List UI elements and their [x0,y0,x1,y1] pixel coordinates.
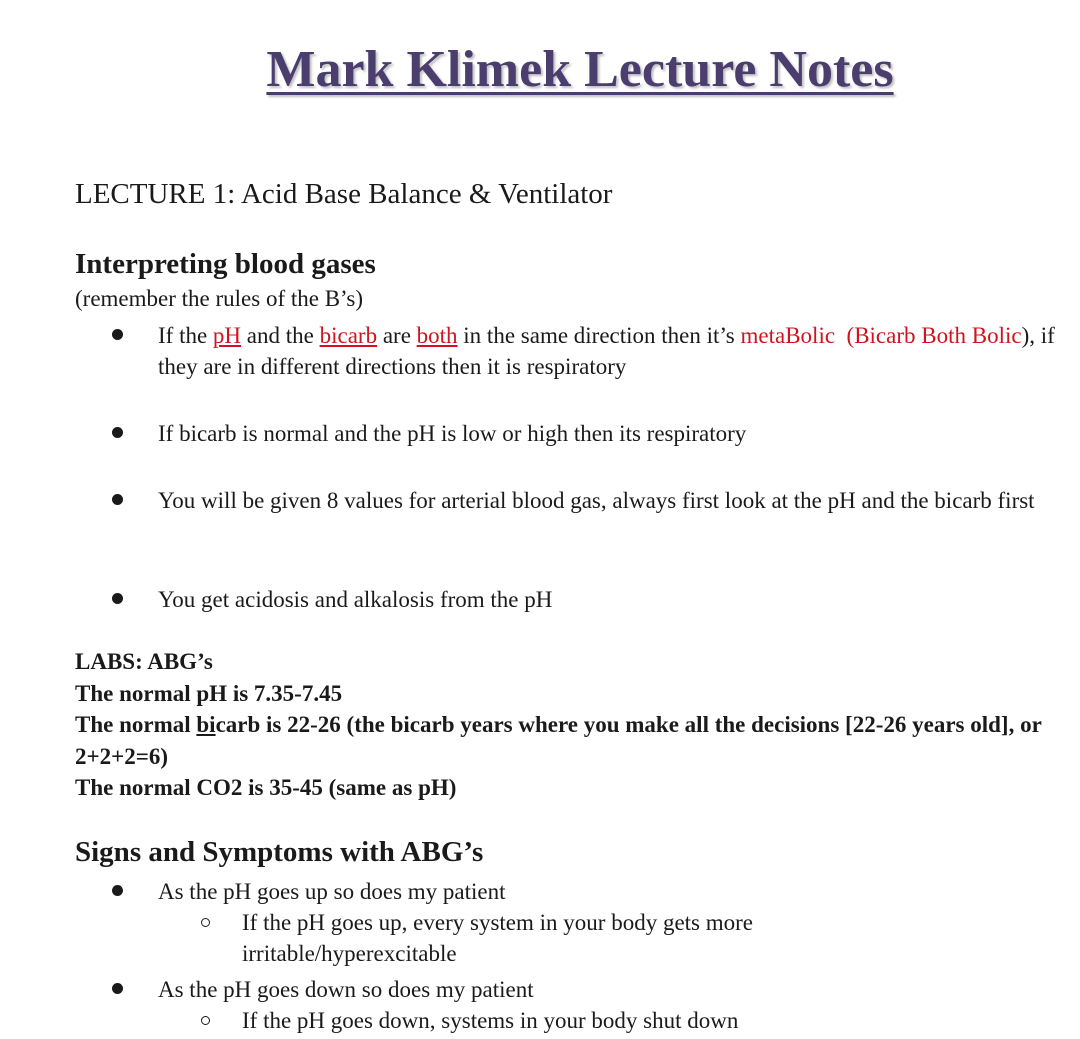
metabolic-highlight: metaBolic [740,323,836,348]
ph-highlight: pH [212,323,242,348]
labs-co2: The normal CO2 is 35-45 (same as pH) [75,775,457,800]
list-item-text: You will be given 8 values for arterial blood gas, always first look at the pH and the bicarb first [158,488,1035,513]
page-title: Mark Klimek Lecture Notes [266,41,894,98]
sub-list-item-text: If the pH goes up, every system in your body gets more irritable/hyperexcitable [242,910,754,966]
list-item-text: You get acidosis and alkalosis from the pH [158,587,553,612]
labs-ph: The normal pH is 7.35-7.45 [75,680,343,706]
bullet-icon [112,593,123,604]
circle-bullet-icon [201,1016,210,1025]
both-highlight: both [416,323,458,348]
list-item-text: If the pH and the bicarb are both in the same direction then it’s metaBolic (Bicarb Both Bolic), if they are in different directions then it is respiratory [158,323,1055,379]
bullet-icon [112,885,123,896]
bullet-icon [112,983,123,994]
bicarb-rule: (Bicarb Both Bolic [846,323,1022,348]
lecture-heading: LECTURE 1: Acid Base Balance & Ventilator [75,178,613,210]
labs-bicarb: The normal bicarb is 22-26 (the bicarb years where you make all the decisions [22-26 years old], or 2+2+2=6) [75,712,1042,769]
rules-note: (remember the rules of the B’s) [75,286,364,311]
circle-bullet-icon [201,918,210,927]
list-item-text: As the pH goes down so does my patient [158,977,534,1002]
labs-block [75,646,1075,804]
bullet-icon [112,329,123,340]
list-item-text: As the pH goes up so does my patient [158,879,506,904]
section-heading-blood-gases: Interpreting blood gases [75,248,376,280]
labs-heading: LABS: ABG’s [75,649,213,674]
section-heading-signs: Signs and Symptoms with ABG’s [75,836,484,868]
bullet-icon [112,494,123,505]
sub-list-item-text: If the pH goes down, systems in your body shut down [242,1008,739,1033]
bullet-icon [112,427,123,438]
list-item-text: If bicarb is normal and the pH is low or high then its respiratory [158,421,747,446]
bicarb-highlight: bicarb [319,323,378,348]
